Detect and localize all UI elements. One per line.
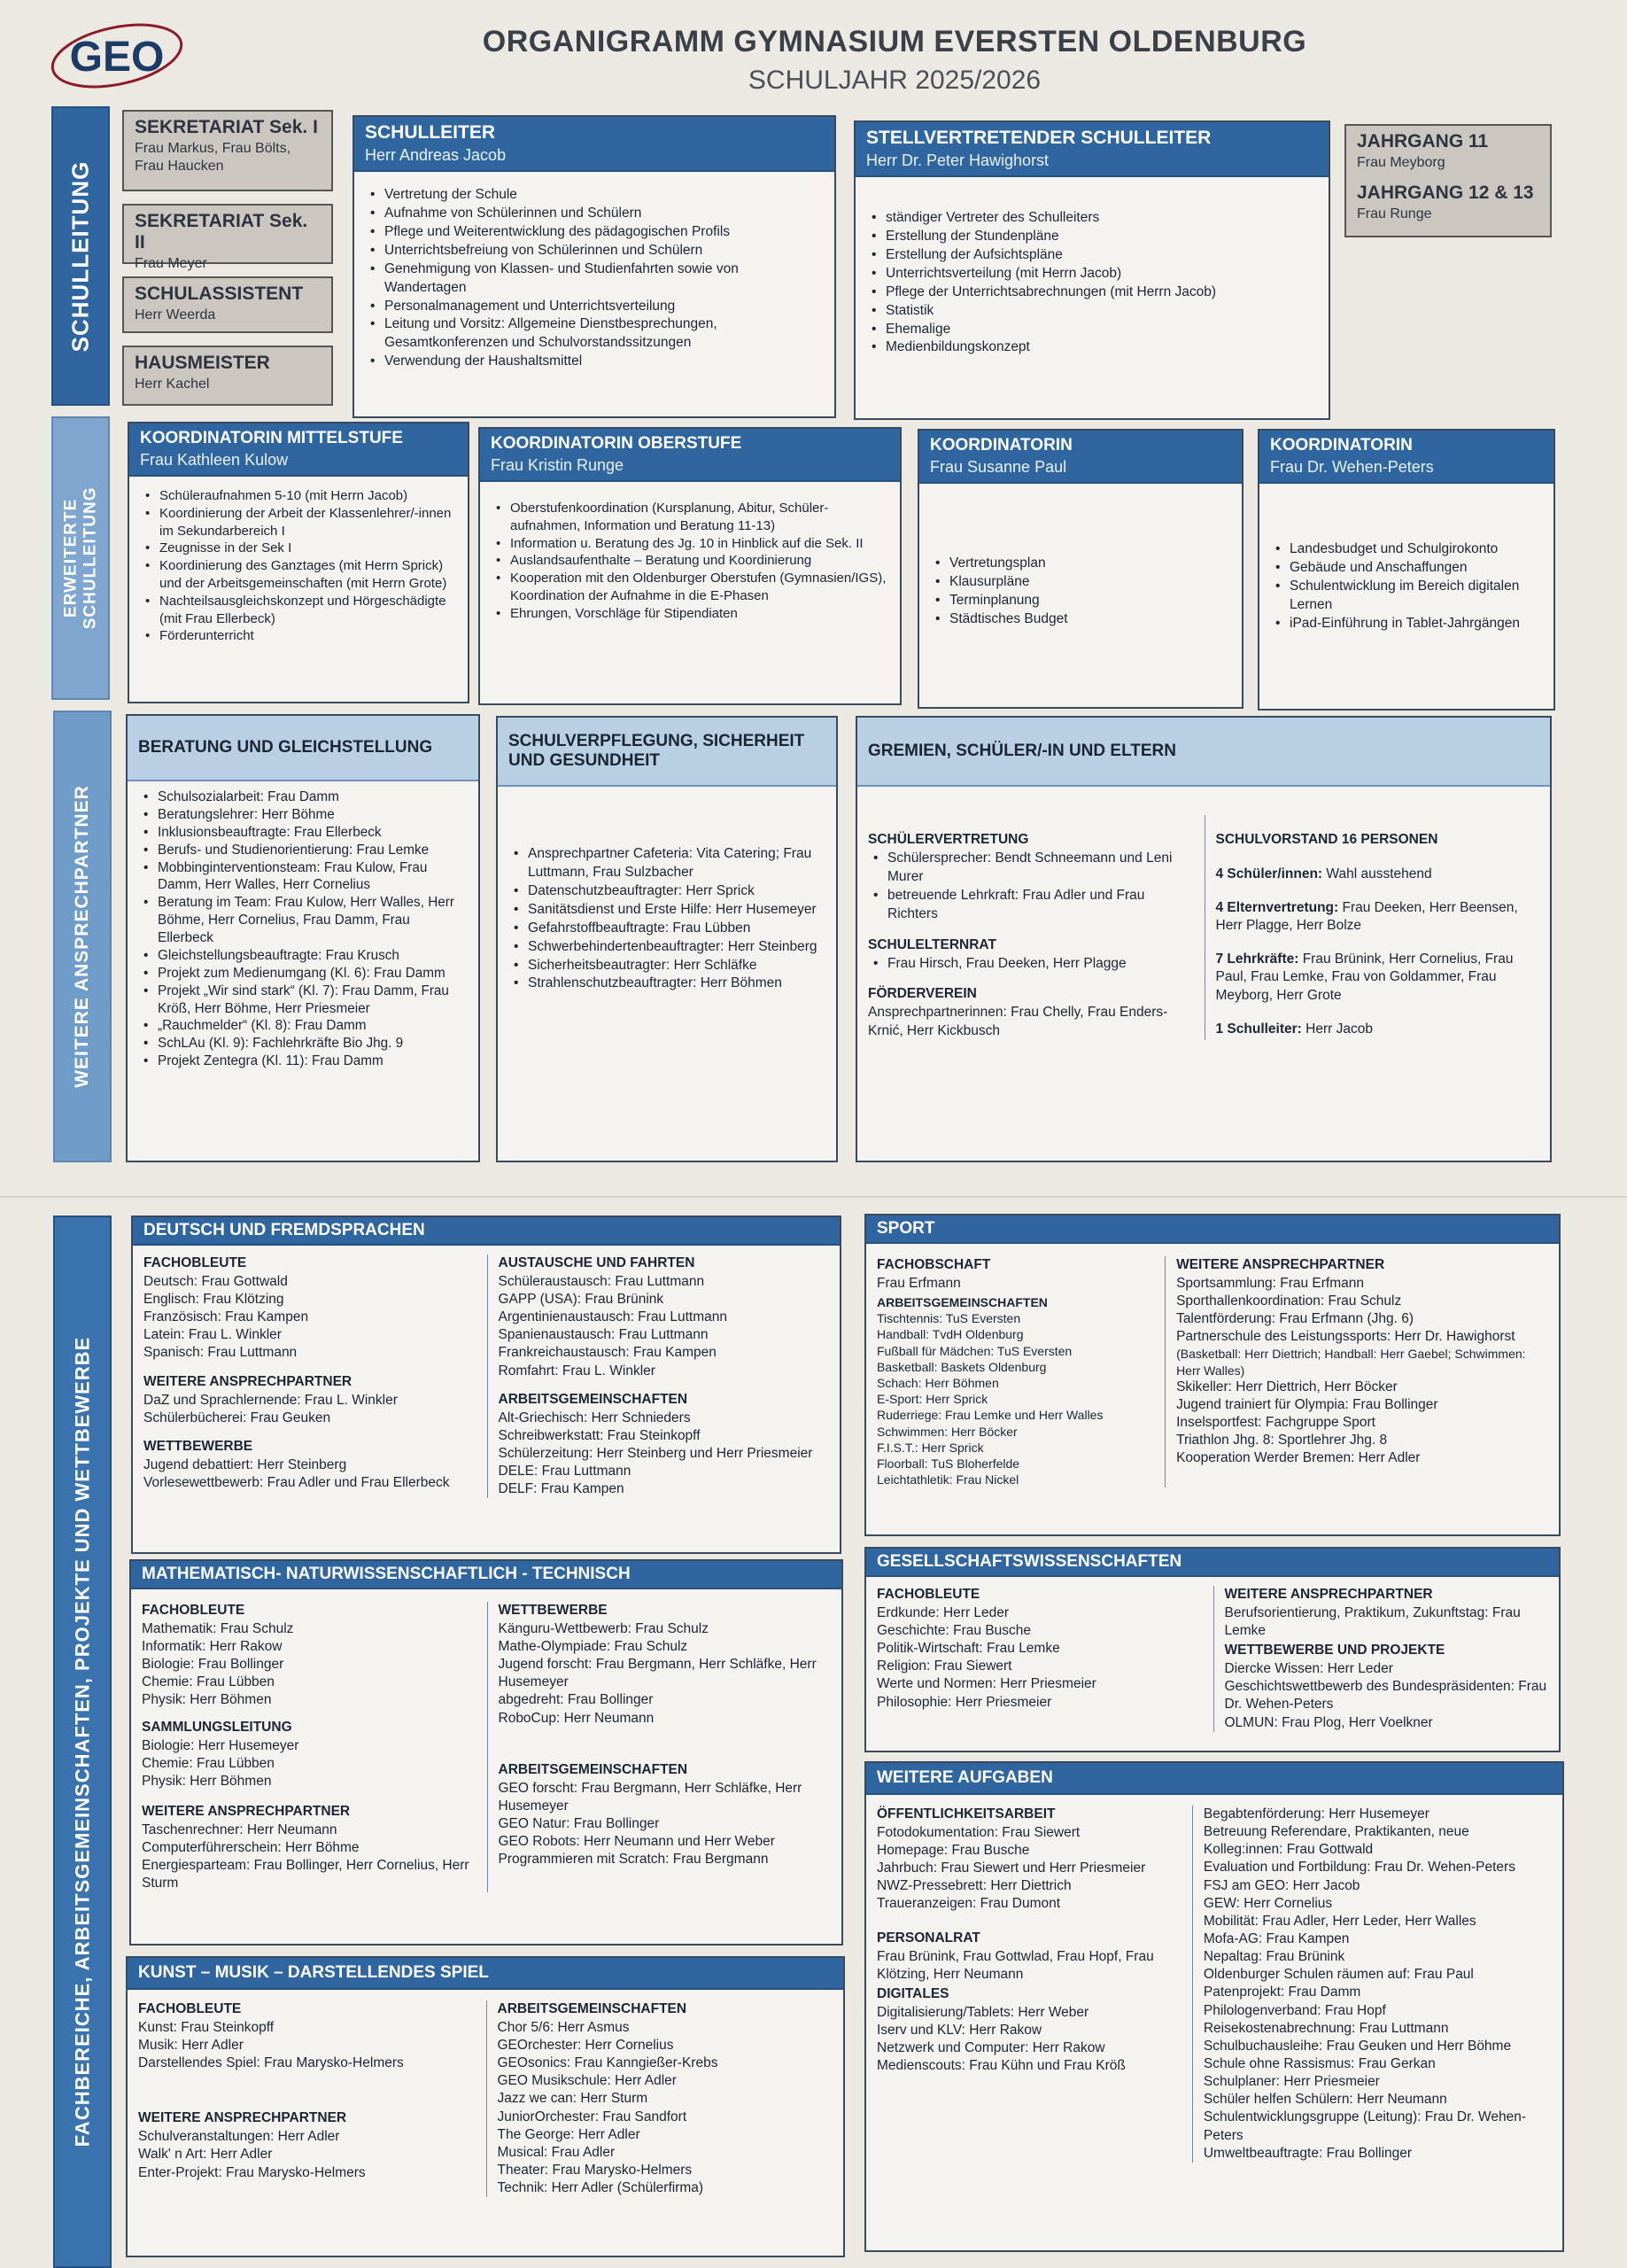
list-item: Chor 5/6: Herr Asmus: [497, 2019, 630, 2035]
band-fachbereiche: FACHBEREICHE, ARBEITSGEMEINSCHAFTEN, PROJEKTE UND WETTBEWERBE: [53, 1216, 112, 2268]
list-item: RoboCup: Herr Neumann: [498, 1710, 655, 1726]
weitere-aufgaben-box: [864, 1761, 1564, 2252]
beratung-list: [138, 788, 468, 1070]
list-item: Reisekostenabrechnung: Frau Luttmann: [1203, 2020, 1449, 2036]
list-item: • Schülersprecher: Bendt Schneemann und Leni Murer: [868, 850, 1192, 887]
section-title: SCHÜLERVERTRETUNG: [868, 832, 1029, 847]
section-title: SCHULELTERNRAT: [868, 936, 996, 952]
staff-box-schulassistent: SCHULASSISTENT Herr Weerda: [122, 276, 333, 333]
list-item: • Aufnahme von Schülerinnen und Schülern: [365, 205, 824, 223]
section-title: FACHOBLEUTE: [142, 1603, 245, 1618]
section-title: WEITERE ANSPRECHPARTNER: [138, 2110, 347, 2126]
list-item: Vorlesewettbewerb: Frau Adler und Frau Ellerbeck: [143, 1474, 450, 1490]
koord-mittelstufe-box: [128, 422, 469, 703]
jahrgang-box: JAHRGANG 11 Frau Meyborg JAHRGANG 12 & 13 Frau Runge: [1344, 124, 1552, 237]
vs-row: 4 Elternvertretung: Frau Deeken, Herr Beensen, Herr Plagge, Herr Bolze: [1215, 900, 1518, 934]
list-item: GEOsonics: Frau Kanngießer-Krebs: [497, 2055, 718, 2071]
list-item: Computerführerschein: Herr Böhme: [142, 1840, 360, 1856]
list-item: Philologenverband: Frau Hopf: [1203, 2002, 1386, 2018]
list-item: Mobilität: Frau Adler, Herr Leder, Herr Walles: [1203, 1913, 1476, 1929]
sv-list: [868, 850, 1192, 924]
list-item: Technik: Herr Adler (Schülerfirma): [497, 2180, 704, 2196]
section-title: PERSONALRAT: [877, 1930, 980, 1946]
list-item: Homepage: Frau Busche: [877, 1843, 1030, 1859]
list-item: Schüler helfen Schülern: Herr Neumann: [1203, 2092, 1447, 2108]
list-item: OLMUN: Frau Plog, Herr Voelkner: [1224, 1714, 1433, 1730]
list-item: Französisch: Frau Kampen: [143, 1309, 309, 1325]
section-title: WEITERE ANSPRECHPARTNER: [1224, 1587, 1433, 1602]
list-item: Mathe-Olympiade: Frau Schulz: [498, 1639, 688, 1655]
list-item: Tischtennis: TuS Eversten: [877, 1311, 1021, 1326]
list-item: • Erstellung der Aufsichtspläne: [866, 246, 1318, 265]
list-item: Jugend forscht: Frau Bergmann, Herr Schläfke, Herr Husemeyer: [498, 1657, 817, 1690]
section-title: SCHULVORSTAND 16 PERSONEN: [1215, 832, 1438, 847]
list-item: • Förderunterricht: [140, 627, 457, 645]
list-item: GEO Natur: Frau Bollinger: [498, 1815, 660, 1831]
list-item: • Erstellung der Stundenpläne: [866, 228, 1318, 246]
list-item: • Gleichstellungsbeauftragte: Frau Krusch: [138, 947, 468, 965]
band-erweiterte-schulleitung: ERWEITERTE SCHULLEITUNG: [51, 416, 110, 700]
beratung-header: BERATUNG UND GLEICHSTELLUNG: [128, 716, 478, 781]
section-title: FACHOBSCHAFT: [877, 1257, 991, 1272]
list-item: Ruderriege: Frau Lemke und Herr Walles: [877, 1408, 1104, 1423]
list-item: Traueranzeigen: Frau Dumont: [877, 1896, 1061, 1912]
band-weitere-ansprechpartner: WEITERE ANSPRECHPARTNER: [53, 711, 112, 1162]
list-item: Medienscouts: Frau Kühn und Frau Kröß: [877, 2058, 1126, 2074]
list-item: • Terminplanung: [930, 592, 1231, 610]
koord-header: KOORDINATORIN Frau Susanne Paul: [919, 431, 1242, 484]
list-item: Nepaltag: Frau Brünink: [1203, 1949, 1345, 1965]
list-item: Englisch: Frau Klötzing: [143, 1292, 284, 1308]
list-item: Theater: Frau Marysko-Helmers: [497, 2163, 693, 2179]
list-item: • Projekt „Wir sind stark“ (Kl. 7): Frau Damm, Frau Kröß, Herr Böhme, Herr Priesmeier: [138, 983, 468, 1018]
section-title: FACHOBLEUTE: [138, 2001, 242, 2016]
list-item: Biologie: Frau Bollinger: [142, 1657, 284, 1673]
section-title: ARBEITSGEMEINSCHAFTEN: [877, 1295, 1048, 1310]
koord-header: KOORDINATORIN Frau Dr. Wehen-Peters: [1259, 431, 1553, 484]
stellvertreter-box: [854, 120, 1330, 420]
list-item: • Schüleraufnahmen 5-10 (mit Herrn Jacob): [140, 487, 457, 505]
section-title: WEITERE ANSPRECHPARTNER: [142, 1803, 351, 1819]
mint-box: [129, 1559, 843, 1946]
list-item: Energiesparteam: Frau Bollinger, Herr Cornelius, Herr Sturm: [142, 1858, 469, 1891]
list-item: Schulplaner: Herr Priesmeier: [1203, 2074, 1380, 2090]
list-item: • Sicherheitsbeautragter: Herr Schläfke: [508, 957, 825, 975]
list-item: Informatik: Herr Rakow: [142, 1639, 283, 1655]
list-item: DaZ und Sprachlernende: Frau L. Winkler: [143, 1392, 398, 1408]
list-item: • Unterrichtsbefreiung von Schülerinnen und Schülern: [365, 242, 824, 260]
list-item: Chemie: Frau Lübben: [142, 1674, 275, 1690]
list-item: F.I.S.T.: Herr Sprick: [877, 1440, 984, 1455]
verpflegung-box: [496, 716, 838, 1162]
list-item: • Datenschutzbeauftragter: Herr Sprick: [508, 882, 825, 901]
section-title: SAMMLUNGSLEITUNG: [142, 1719, 292, 1735]
list-item: NWZ-Pressebrett: Herr Diettrich: [877, 1878, 1072, 1894]
koord-header: KOORDINATORIN MITTELSTUFE Frau Kathleen Kulow: [129, 423, 468, 477]
section-title: AUSTAUSCHE UND FAHRTEN: [498, 1255, 695, 1270]
list-item: Geschichtswettbewerb des Bundespräsidenten: Frau Dr. Wehen-Peters: [1224, 1679, 1547, 1713]
list-item: Betreuung Referendare, Praktikanten, neue Kolleg:innen: Frau Gottwald: [1203, 1824, 1469, 1858]
list-item: • Landesbudget und Schulgirokonto: [1270, 540, 1543, 559]
list-item: Iserv und KLV: Herr Rakow: [877, 2022, 1042, 2038]
list-item: Floorball: TuS Bloherfelde: [877, 1456, 1020, 1471]
schulleiter-header: SCHULLEITER Herr Andreas Jacob: [354, 117, 834, 172]
list-item: • Pflege und Weiterentwicklung des pädagogischen Profils: [365, 223, 824, 242]
list-item: • Ehemalige: [866, 321, 1318, 339]
list-item: Taschenrechner: Herr Neumann: [142, 1821, 337, 1837]
verpflegung-header: SCHULVERPFLEGUNG, SICHERHEIT UND GESUNDHEIT: [498, 718, 836, 787]
list-item: Schulbuchausleihe: Frau Geuken und Herr Böhme: [1203, 2038, 1512, 2054]
list-item: • Strahlenschutzbeauftragter: Herr Böhmen: [508, 975, 825, 993]
list-item: • Vertretung der Schule: [365, 186, 824, 205]
list-item: • Medienbildungskonzept: [866, 338, 1318, 357]
list-item: Darstellendes Spiel: Frau Marysko-Helmers: [138, 2055, 404, 2071]
list-item: Berufsorientierung, Praktikum, Zukunftstag: Frau Lemke: [1224, 1604, 1521, 1639]
list-item: • Oberstufenkoordination (Kursplanung, Abitur, Schüler-aufnahmen, Information und Beratung 11-13): [491, 500, 889, 535]
list-item: • Gebäude und Anschaffungen: [1270, 559, 1543, 578]
koord-list: [140, 487, 457, 645]
list-item: Chemie: Frau Lübben: [142, 1755, 275, 1771]
list-item: Geschichte: Frau Busche: [877, 1623, 1032, 1639]
section-title: WEITERE ANSPRECHPARTNER: [1176, 1257, 1385, 1272]
list-item: Jahrbuch: Frau Siewert und Herr Priesmeier: [877, 1860, 1146, 1876]
list-item: Musik: Herr Adler: [138, 2038, 244, 2054]
list-item: GEOrchester: Herr Cornelius: [497, 2038, 674, 2054]
vs-row: 7 Lehrkräfte: Frau Brünink, Herr Cornelius, Frau Paul, Frau Lemke, Frau von Goldammer, Frau Meyborg, Herr Grote: [1215, 951, 1514, 1003]
section-title: ARBEITSGEMEINSCHAFTEN: [497, 2001, 687, 2016]
list-item: Mofa-AG: Frau Kampen: [1203, 1930, 1350, 1946]
list-item: Handball: TvdH Oldenburg: [877, 1327, 1024, 1342]
sport-header: SPORT: [866, 1216, 1559, 1244]
list-item: (Basketball: Herr Diettrich; Handball: Herr Gaebel; Schwimmen: Herr Walles): [1176, 1347, 1526, 1378]
list-item: Sporthallenkoordination: Frau Schulz: [1176, 1293, 1402, 1309]
list-item: • SchLAu (Kl. 9): Fachlehrkräfte Bio Jhg. 9: [138, 1035, 468, 1052]
staff-box-sekretariat-2: SEKRETARIAT Sek. II Frau Meyer: [122, 204, 333, 264]
list-item: • Information u. Beratung des Jg. 10 in Hinblick auf die Sek. II: [491, 535, 889, 553]
list-item: The George: Herr Adler: [497, 2126, 640, 2142]
list-item: Alt-Griechisch: Herr Schnieders: [498, 1410, 691, 1425]
stellvertreter-header: STELLVERTRETENDER SCHULLEITER Herr Dr. Peter Hawighorst: [856, 122, 1329, 177]
list-item: Fußball für Mädchen: TuS Eversten: [877, 1343, 1073, 1358]
list-item: • Unterrichtsverteilung (mit Herrn Jacob): [866, 265, 1318, 284]
svg-text:GEO: GEO: [69, 34, 165, 81]
list-item: • Ansprechpartner Cafeteria: Vita Catering; Frau Luttmann, Frau Sulzbacher: [508, 845, 825, 882]
list-item: • betreuende Lehrkraft: Frau Adler und Frau Richters: [868, 887, 1192, 924]
deutsch-header: DEUTSCH UND FREMDSPRACHEN: [133, 1217, 840, 1246]
list-item: • Vertretungsplan: [930, 555, 1231, 573]
list-item: • Koordinierung der Arbeit der Klassenlehrer/-innen im Sekundarbereich I: [140, 505, 457, 540]
weitere-aufgaben-header: WEITERE AUFGABEN: [866, 1763, 1562, 1795]
list-item: Werte und Normen: Herr Priesmeier: [877, 1676, 1096, 1692]
list-item: abgedreht: Frau Bollinger: [498, 1692, 654, 1708]
list-item: Talentförderung: Frau Erfmann (Jhg. 6): [1176, 1311, 1414, 1327]
list-item: • Berufs- und Studienorientierung: Frau Lemke: [138, 842, 468, 859]
list-item: • Verwendung der Haushaltsmittel: [365, 353, 824, 371]
section-title: WETTBEWERBE UND PROJEKTE: [1224, 1643, 1445, 1658]
list-item: Oldenburger Schulen räumen auf: Frau Paul: [1203, 1967, 1474, 1983]
kunst-box: [126, 1956, 845, 2257]
list-item: Frankreichaustausch: Frau Kampen: [498, 1345, 717, 1361]
section-title: WETTBEWERBE: [498, 1603, 608, 1618]
vs-row: 4 Schüler/innen: Wahl ausstehend: [1215, 866, 1432, 882]
section-title: ARBEITSGEMEINSCHAFTEN: [498, 1391, 688, 1407]
koord-list: [930, 555, 1231, 629]
list-item: Digitalisierung/Tablets: Herr Weber: [877, 2004, 1089, 2020]
list-item: Enter-Projekt: Frau Marysko-Helmers: [138, 2164, 366, 2180]
list-item: Umweltbeauftragte: Frau Bollinger: [1203, 2145, 1413, 2161]
list-item: Biologie: Herr Husemeyer: [142, 1737, 299, 1753]
section-title: ÖFFENTLICHKEITSARBEIT: [877, 1806, 1056, 1821]
list-item: • „Rauchmelder“ (Kl. 8): Frau Damm: [138, 1017, 468, 1035]
list-item: Netzwerk und Computer: Herr Rakow: [877, 2040, 1105, 2056]
list-item: Basketball: Baskets Oldenburg: [877, 1359, 1047, 1374]
staff-box-sekretariat-1: SEKRETARIAT Sek. I Frau Markus, Frau Bölts, Frau Haucken: [122, 110, 333, 191]
page-subtitle: SCHULJAHR 2025/2026: [748, 66, 1042, 95]
list-item: Evaluation und Fortbildung: Frau Dr. Wehen-Peters: [1203, 1860, 1515, 1876]
section-title: WETTBEWERBE: [143, 1438, 253, 1454]
list-item: Physik: Herr Böhmen: [142, 1692, 272, 1708]
koord-oberstufe-box: [478, 427, 902, 705]
deutsch-box: [131, 1216, 841, 1554]
gesell-box: [864, 1547, 1561, 1752]
list-item: Känguru-Wettbewerb: Frau Schulz: [498, 1620, 709, 1636]
list-item: Skikeller: Herr Diettrich, Herr Böcker: [1176, 1379, 1398, 1394]
list-item: • Leitung und Vorsitz: Allgemeine Dienstbesprechungen, Gesamtkonferenzen und Schulvorstandssitzungen: [365, 315, 824, 353]
fold-line: [0, 1196, 1627, 1198]
gremien-box: [856, 716, 1552, 1162]
list-item: • Pflege der Unterrichtsabrechnungen (mit Herrn Jacob): [866, 284, 1318, 302]
list-item: Jazz we can: Herr Sturm: [497, 2091, 648, 2107]
list-item: Schüleraustausch: Frau Luttmann: [498, 1273, 705, 1289]
list-item: Romfahrt: Frau L. Winkler: [498, 1363, 655, 1379]
list-item: Begabtenförderung: Herr Husemeyer: [1203, 1806, 1429, 1821]
list-item: E-Sport: Herr Sprick: [877, 1392, 988, 1407]
list-item: • Städtisches Budget: [930, 610, 1231, 629]
list-item: • Sanitätsdienst und Erste Hilfe: Herr Husemeyer: [508, 901, 825, 920]
list-item: DELF: Frau Kampen: [498, 1481, 624, 1497]
list-item: • Schulentwicklung im Bereich digitalen Lernen: [1270, 578, 1543, 615]
gremien-header: GREMIEN, SCHÜLER/-IN UND ELTERN: [857, 718, 1550, 787]
list-item: • Schwerbehindertenbeauftragter: Herr Steinberg: [508, 938, 825, 957]
koord-paul-box: [918, 429, 1243, 709]
list-item: • Schulsozialarbeit: Frau Damm: [138, 788, 468, 806]
list-item: Schule ohne Rassismus: Frau Gerkan: [1203, 2055, 1436, 2071]
schulleiter-box: [353, 115, 836, 418]
koord-list: [491, 500, 889, 623]
list-item: Inselsportfest: Fachgruppe Sport: [1176, 1415, 1375, 1431]
list-item: Mathematik: Frau Schulz: [142, 1620, 294, 1636]
section-title: ARBEITSGEMEINSCHAFTEN: [498, 1761, 688, 1777]
list-item: • Gefahrstoffbeauftragte: Frau Lübben: [508, 920, 825, 938]
list-item: Deutsch: Frau Gottwald: [143, 1273, 288, 1289]
list-item: Frau Brünink, Frau Gottwlad, Frau Hopf, Frau Klötzing, Herr Neumann: [877, 1948, 1154, 1982]
list-item: • Frau Hirsch, Frau Deeken, Herr Plagge: [868, 955, 1192, 974]
list-item: Schach: Herr Böhmen: [877, 1376, 999, 1390]
koord-header: KOORDINATORIN OBERSTUFE Frau Kristin Runge: [480, 429, 900, 482]
list-item: Schulveranstaltungen: Herr Adler: [138, 2129, 340, 2145]
verpflegung-list: [508, 845, 825, 993]
list-item: Triathlon Jhg. 8: Sportlehrer Jhg. 8: [1176, 1433, 1388, 1449]
list-item: Leichtathletik: Frau Nickel: [877, 1472, 1019, 1487]
list-item: Kooperation Werder Bremen: Herr Adler: [1176, 1450, 1421, 1466]
list-item: Politik-Wirtschaft: Frau Lemke: [877, 1641, 1060, 1657]
list-item: • iPad-Einführung in Tablet-Jahrgängen: [1270, 615, 1543, 633]
list-item: Fotodokumentation: Frau Siewert: [877, 1824, 1081, 1840]
list-item: Frau Erfmann: [877, 1275, 961, 1291]
koord-wehen-peters-box: [1258, 429, 1555, 711]
mint-header: MATHEMATISCH- NATURWISSENSCHAFTLICH - TECHNISCH: [131, 1561, 841, 1589]
vs-row: 1 Schulleiter: Herr Jacob: [1215, 1021, 1373, 1037]
list-item: • Zeugnisse in der Sek I: [140, 540, 457, 557]
list-item: Schülerbücherei: Frau Geuken: [143, 1410, 331, 1425]
list-item: JuniorOrchester: Frau Sandfort: [497, 2109, 687, 2124]
list-item: Physik: Herr Böhmen: [142, 1773, 272, 1789]
list-item: • Ehrungen, Vorschläge für Stipendiaten: [491, 605, 889, 623]
list-item: GEO forscht: Frau Bergmann, Herr Schläfke, Herr Husemeyer: [498, 1780, 802, 1814]
list-item: DELE: Frau Luttmann: [498, 1464, 631, 1480]
list-item: Erdkunde: Herr Leder: [877, 1604, 1010, 1620]
list-item: Schülerzeitung: Herr Steinberg und Herr Priesmeier: [498, 1445, 813, 1461]
list-item: Philosophie: Herr Priesmeier: [877, 1694, 1052, 1710]
list-item: • Statistik: [866, 302, 1318, 321]
list-item: Jugend trainiert für Olympia: Frau Bollinger: [1176, 1397, 1438, 1412]
list-item: • Beratung im Team: Frau Kulow, Herr Walles, Herr Böhme, Herr Cornelius, Frau Damm, Frau Ellerbeck: [138, 894, 468, 947]
schulleiter-list: [365, 186, 824, 371]
stellvertreter-list: [866, 209, 1318, 357]
koord-list: [1270, 540, 1543, 633]
geo-logo: [46, 7, 188, 105]
list-item: • Koordinierung des Ganztages (mit Herrn Sprick) und der Arbeitsgemeinschaften (mit Herrn Grote): [140, 557, 457, 593]
list-item: • ständiger Vertreter des Schulleiters: [866, 209, 1318, 228]
list-item: Programmieren mit Scratch: Frau Bergmann: [498, 1852, 769, 1868]
gesell-header: GESELLSCHAFTSWISSENSCHAFTEN: [866, 1549, 1559, 1577]
list-item: • Mobbinginterventionsteam: Frau Kulow, Frau Damm, Herr Walles, Herr Cornelius: [138, 859, 468, 895]
list-item: GEO Robots: Herr Neumann und Herr Weber: [498, 1834, 775, 1850]
list-item: Spanisch: Frau Luttmann: [143, 1345, 298, 1361]
list-item: Schreibwerkstatt: Frau Steinkopff: [498, 1427, 701, 1443]
list-item: • Klausurpläne: [930, 573, 1231, 592]
list-item: GEW: Herr Cornelius: [1203, 1895, 1333, 1911]
list-item: Patenprojekt: Frau Damm: [1203, 1984, 1361, 2000]
list-item: Schwimmen: Herr Böcker: [877, 1424, 1018, 1439]
list-item: • Inklusionsbeauftragte: Frau Ellerbeck: [138, 824, 468, 842]
list-item: Latein: Frau L. Winkler: [143, 1327, 282, 1343]
list-item: FSJ am GEO: Herr Jacob: [1203, 1877, 1360, 1893]
section-title: WEITERE ANSPRECHPARTNER: [143, 1373, 353, 1389]
section-title: DIGITALES: [877, 1985, 949, 2001]
staff-box-hausmeister: HAUSMEISTER Herr Kachel: [122, 346, 333, 406]
list-item: Sportsammlung: Frau Erfmann: [1176, 1275, 1364, 1291]
section-title: FACHOBLEUTE: [877, 1587, 980, 1602]
list-item: Musical: Frau Adler: [497, 2144, 616, 2160]
list-item: • Kooperation mit den Oldenburger Oberstufen (Gymnasien/IGS), Koordination der Aufnahme in die E-Phasen: [491, 570, 889, 605]
list-item: Spanienaustausch: Frau Luttmann: [498, 1327, 709, 1343]
list-item: • Auslandsaufenthalte – Beratung und Koordinierung: [491, 552, 889, 570]
sport-box: [864, 1214, 1561, 1536]
list-item: Argentinienaustausch: Frau Luttmann: [498, 1309, 727, 1325]
page-title: ORGANIGRAMM GYMNASIUM EVERSTEN OLDENBURG: [482, 25, 1307, 58]
foerderverein-text: Ansprechpartnerinnen: Frau Chelly, Frau Enders- Krnić, Herr Kickbusch: [868, 1005, 1168, 1038]
list-item: Schulentwicklungsgruppe (Leitung): Frau Dr. Wehen-Peters: [1203, 2109, 1527, 2143]
list-item: Walk' n Art: Herr Adler: [138, 2147, 273, 2163]
beratung-box: [126, 714, 480, 1162]
list-item: Jugend debattiert: Herr Steinberg: [143, 1456, 347, 1472]
list-item: Kunst: Frau Steinkopff: [138, 2019, 275, 2035]
list-item: Diercke Wissen: Herr Leder: [1224, 1661, 1393, 1677]
band-schulleitung: SCHULLEITUNG: [51, 106, 110, 406]
list-item: • Projekt Zentegra (Kl. 11): Frau Damm: [138, 1052, 468, 1070]
list-item: GAPP (USA): Frau Brünink: [498, 1292, 664, 1308]
list-item: Religion: Frau Siewert: [877, 1658, 1012, 1674]
ser-list: [868, 955, 1192, 974]
kunst-header: KUNST – MUSIK – DARSTELLENDES SPIEL: [128, 1958, 843, 1990]
list-item: • Projekt zum Medienumgang (Kl. 6): Frau Damm: [138, 965, 468, 983]
list-item: • Beratungslehrer: Herr Böhme: [138, 806, 468, 824]
section-title: FÖRDERVEREIN: [868, 986, 977, 1002]
list-item: GEO Musikschule: Herr Adler: [497, 2073, 677, 2089]
list-item: • Personalmanagement und Unterrichtsverteilung: [365, 298, 824, 316]
list-item: • Nachteilsausgleichskonzept und Hörgeschädigte (mit Frau Ellerbeck): [140, 593, 457, 628]
list-item: • Genehmigung von Klassen- und Studienfahrten sowie von Wandertagen: [365, 260, 824, 298]
list-item: Partnerschule des Leistungssports: Herr Dr. Hawighorst: [1176, 1329, 1515, 1345]
section-title: FACHOBLEUTE: [143, 1255, 247, 1270]
